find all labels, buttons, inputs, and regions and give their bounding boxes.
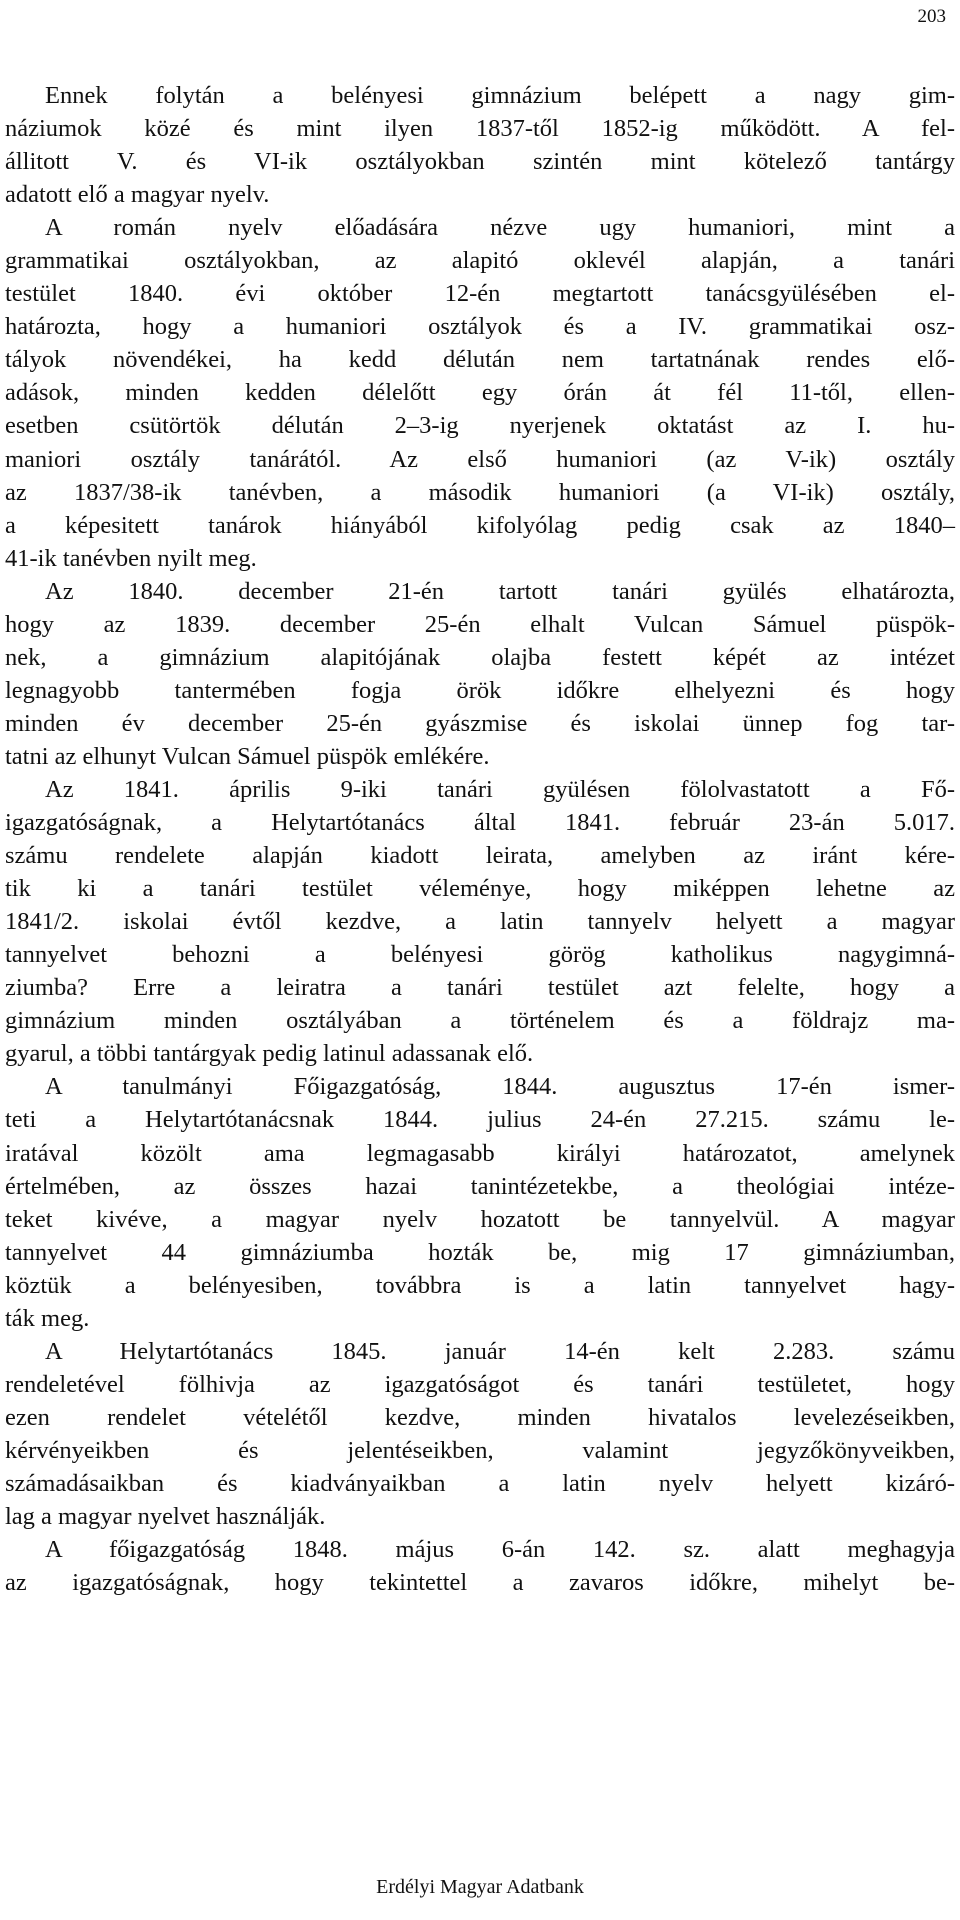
text-line: adások, minden kedden délelőtt egy órán át fél 11-től, ellen- — [5, 379, 955, 407]
text-line: teket kivéve, a magyar nyelv hozatott be tannyelvül. A magyar — [5, 1205, 955, 1233]
text-line: tannyelvet 44 gimnáziumba hozták be, mig 17 gimnáziumban, — [5, 1238, 955, 1266]
text-line: Az 1840. december 21-én tartott tanári gyülés elhatározta, — [45, 577, 955, 605]
text-line: határozta, hogy a humaniori osztályok és a IV. grammatikai osz- — [5, 313, 955, 341]
text-line: minden év december 25-én gyászmise és iskolai ünnep fog tar- — [5, 709, 955, 737]
footer-watermark: Erdélyi Magyar Adatbank — [376, 1876, 584, 1898]
text-line: ziumba? Erre a leiratra a tanári testület azt felelte, hogy a — [5, 974, 955, 1002]
text-line: A tanulmányi Főigazgatóság, 1844. augusztus 17-én ismer- — [45, 1073, 955, 1101]
text-line: ták meg. — [5, 1304, 90, 1332]
text-line: tik ki a tanári testület véleménye, hogy miképpen lehetne az — [5, 875, 955, 903]
text-line: esetben csütörtök délután 2–3-ig nyerjenek oktatást az I. hu- — [5, 412, 955, 440]
text-line: náziumok közé és mint ilyen 1837-től 1852-ig működött. A fel- — [5, 115, 955, 143]
text-line: lag a magyar nyelvet használják. — [5, 1503, 326, 1531]
text-line: kérvényeikben és jelentéseikben, valamint jegyzőkönyveikben, — [5, 1436, 955, 1464]
text-line: köztük a belényesiben, továbbra is a latin tannyelvet hagy- — [5, 1271, 955, 1299]
text-line: gyarul, a többi tantárgyak pedig latinul adassanak elő. — [5, 1040, 534, 1068]
text-line: Ennek folytán a belényesi gimnázium belépett a nagy gim- — [45, 82, 955, 109]
text-line: tannyelvet behozni a belényesi görög katholikus nagygimná- — [5, 941, 955, 969]
text-line: grammatikai osztályokban, az alapitó oklevél alapján, a tanári — [5, 247, 955, 275]
text-line: az igazgatóságnak, hogy tekintettel a zavaros időkre, mihelyt be- — [5, 1569, 955, 1597]
text-line: állitott V. és VI-ik osztályokban szintén mint kötelező tantárgy — [5, 148, 955, 176]
body-text — [5, 79, 955, 1599]
text-line: legnagyobb tantermében fogja örök időkre elhelyezni és hogy — [5, 676, 955, 704]
text-line: Az 1841. április 9-iki tanári gyülésen fölolvastatott a Fő- — [45, 775, 955, 803]
text-line: maniori osztály tanárától. Az első humaniori (az V-ik) osztály — [5, 445, 955, 473]
text-line: iratával közölt ama legmagasabb királyi határozatot, amelynek — [5, 1139, 955, 1167]
text-line: gimnázium minden osztályában a történelem és a földrajz ma- — [5, 1007, 955, 1035]
text-line: tályok növendékei, ha kedd délután nem tartatnának rendes elő- — [5, 346, 955, 374]
text-line: értelmében, az összes hazai tanintézetekbe, a theológiai intéze- — [5, 1172, 955, 1200]
text-line: 1841/2. iskolai évtől kezdve, a latin tannyelv helyett a magyar — [5, 908, 955, 936]
text-line: teti a Helytartótanácsnak 1844. julius 24-én 27.215. számu le- — [5, 1106, 955, 1134]
text-line: a képesitett tanárok hiányából kifolyólag pedig csak az 1840– — [5, 511, 955, 539]
page-number: 203 — [917, 6, 946, 27]
text-line: ezen rendelet vételétől kezdve, minden hivatalos levelezéseikben, — [5, 1403, 955, 1431]
text-line: igazgatóságnak, a Helytartótanács által 1841. február 23-án 5.017. — [5, 809, 955, 837]
text-line: adatott elő a magyar nyelv. — [5, 181, 270, 209]
text-line: az 1837/38-ik tanévben, a második humaniori (a VI-ik) osztály, — [5, 478, 955, 506]
text-line: rendeletével fölhivja az igazgatóságot és tanári testületet, hogy — [5, 1370, 955, 1398]
text-line: testület 1840. évi október 12-én megtartott tanácsgyülésében el- — [5, 280, 955, 308]
text-line: A főigazgatóság 1848. május 6-án 142. sz. alatt meghagyja — [45, 1536, 955, 1564]
text-line: számu rendelete alapján kiadott leirata, amelyben az iránt kére- — [5, 842, 955, 870]
text-line: 41-ik tanévben nyilt meg. — [5, 544, 257, 572]
text-line: számadásaikban és kiadványaikban a latin nyelv helyett kizáró- — [5, 1469, 955, 1497]
text-line: hogy az 1839. december 25-én elhalt Vulcan Sámuel püspök- — [5, 610, 955, 638]
text-line: tatni az elhunyt Vulcan Sámuel püspök emlékére. — [5, 742, 490, 770]
text-line: nek, a gimnázium alapitójának olajba festett képét az intézet — [5, 643, 955, 671]
text-line: A román nyelv előadására nézve ugy humaniori, mint a — [45, 214, 955, 242]
text-line: A Helytartótanács 1845. január 14-én kelt 2.283. számu — [45, 1337, 955, 1365]
